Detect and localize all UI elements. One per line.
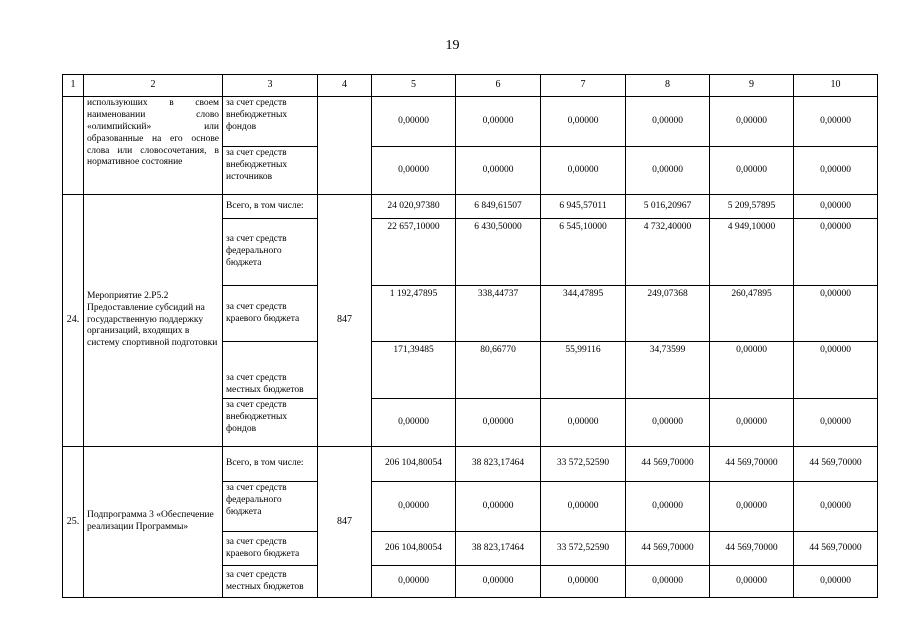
amount-cell: 0,00000 [710,482,794,532]
amount-cell: 0,00000 [626,399,710,447]
amount-cell: 0,00000 [710,399,794,447]
column-header: 8 [626,75,710,97]
page-number: 19 [445,38,460,53]
amount-cell: 80,66770 [456,342,541,399]
amount-cell: 0,00000 [794,399,878,447]
table-row [63,97,878,147]
table-row [63,195,878,219]
amount-cell: 24 020,97380 [372,195,456,219]
amount-cell: 0,00000 [541,482,626,532]
amount-cell: 33 572,52590 [541,447,626,482]
column-header: 2 [84,75,223,97]
amount-cell: 6 545,10000 [541,219,626,286]
amount-cell: 33 572,52590 [541,532,626,566]
funding-source: за счет средств местных бюджетов [223,566,318,598]
amount-cell: 0,00000 [456,482,541,532]
item-number: 25. [63,447,84,598]
funding-source: Всего, в том числе: [223,195,318,219]
amount-cell: 0,00000 [794,482,878,532]
column-header: 7 [541,75,626,97]
amount-cell: 0,00000 [541,566,626,598]
column-header: 4 [318,75,372,97]
funding-source: за счет средств федерального бюджета [223,482,318,532]
amount-cell: 0,00000 [372,97,456,147]
amount-cell: 0,00000 [372,482,456,532]
amount-cell: 5 016,20967 [626,195,710,219]
amount-cell: 171,39485 [372,342,456,399]
funding-source: за счет средств внебюджетных источников [223,147,318,195]
amount-cell: 0,00000 [456,399,541,447]
amount-cell: 1 192,47895 [372,286,456,342]
amount-cell: 44 569,70000 [710,532,794,566]
amount-cell: 249,07368 [626,286,710,342]
item-number: 24. [63,195,84,447]
budget-table [62,74,878,598]
executor-code [318,97,372,195]
amount-cell: 38 823,17464 [456,447,541,482]
amount-cell: 0,00000 [456,566,541,598]
column-header: 3 [223,75,318,97]
amount-cell: 0,00000 [710,566,794,598]
item-number [63,97,84,195]
amount-cell: 0,00000 [626,566,710,598]
amount-cell: 4 949,10000 [710,219,794,286]
column-header: 9 [710,75,794,97]
amount-cell: 6 849,61507 [456,195,541,219]
item-name: Подпрограмма 3 «Обеспечение реализации Программы» [84,447,223,598]
funding-source: за счет средств внебюджетных фондов [223,97,318,147]
funding-source: Всего, в том числе: [223,447,318,482]
amount-cell: 0,00000 [626,147,710,195]
amount-cell: 0,00000 [626,97,710,147]
amount-cell: 0,00000 [372,566,456,598]
amount-cell: 44 569,70000 [794,532,878,566]
column-header: 5 [372,75,456,97]
executor-code: 847 [318,447,372,598]
amount-cell: 38 823,17464 [456,532,541,566]
amount-cell: 34,73599 [626,342,710,399]
table-row [63,447,878,482]
amount-cell: 0,00000 [456,97,541,147]
item-name: Мероприятие 2.Р5.2 Предоставление субсидий на государственную поддержку организаций, входящих в систему спортивной подготовки [84,195,223,447]
amount-cell: 0,00000 [626,482,710,532]
column-header: 1 [63,75,84,97]
amount-cell: 55,99116 [541,342,626,399]
amount-cell: 206 104,80054 [372,532,456,566]
amount-cell: 0,00000 [541,399,626,447]
amount-cell: 0,00000 [710,97,794,147]
amount-cell: 0,00000 [541,97,626,147]
amount-cell: 22 657,10000 [372,219,456,286]
amount-cell: 0,00000 [794,147,878,195]
amount-cell: 0,00000 [794,219,878,286]
executor-code: 847 [318,195,372,447]
funding-source: за счет средств краевого бюджета [223,532,318,566]
funding-source: за счет средств федерального бюджета [223,219,318,286]
amount-cell: 206 104,80054 [372,447,456,482]
amount-cell: 0,00000 [456,147,541,195]
amount-cell: 6 430,50000 [456,219,541,286]
amount-cell: 0,00000 [372,399,456,447]
amount-cell: 0,00000 [710,147,794,195]
amount-cell: 44 569,70000 [710,447,794,482]
amount-cell: 44 569,70000 [626,447,710,482]
amount-cell: 0,00000 [710,342,794,399]
amount-cell: 0,00000 [794,566,878,598]
funding-source: за счет средств краевого бюджета [223,286,318,342]
amount-cell: 0,00000 [794,97,878,147]
item-name: используюших в своем наименовании слово «олимпийский» или образованные на его основе слова или словосочетания, в нормативное состояние [84,97,223,195]
amount-cell: 44 569,70000 [794,447,878,482]
amount-cell: 44 569,70000 [626,532,710,566]
funding-source: за счет средств местных бюджетов [223,342,318,399]
amount-cell: 0,00000 [541,147,626,195]
amount-cell: 4 732,40000 [626,219,710,286]
amount-cell: 0,00000 [794,286,878,342]
amount-cell: 0,00000 [794,195,878,219]
header-row [63,75,878,97]
amount-cell: 344,47895 [541,286,626,342]
amount-cell: 6 945,57011 [541,195,626,219]
column-header: 6 [456,75,541,97]
funding-source: за счет средств внебюджетных фондов [223,399,318,447]
column-header: 10 [794,75,878,97]
amount-cell: 0,00000 [372,147,456,195]
amount-cell: 260,47895 [710,286,794,342]
amount-cell: 0,00000 [794,342,878,399]
amount-cell: 5 209,57895 [710,195,794,219]
amount-cell: 338,44737 [456,286,541,342]
